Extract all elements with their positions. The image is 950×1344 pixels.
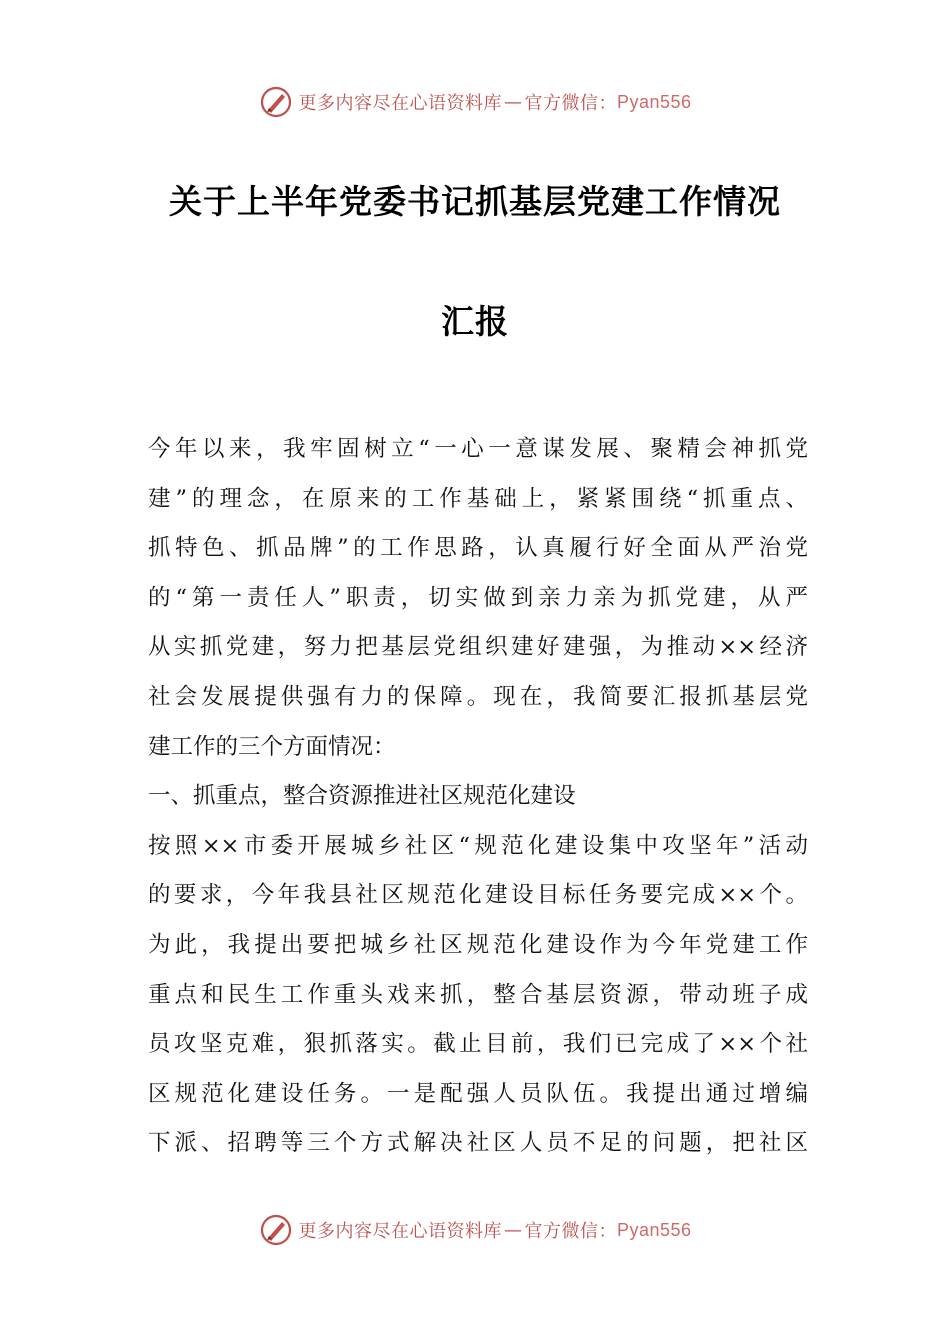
document-title-line-2: 汇报 bbox=[441, 302, 509, 341]
banner-wechat-label: 官方微信： bbox=[524, 93, 617, 114]
banner-separator: — bbox=[503, 1219, 523, 1241]
body-line: 区规范化建设任务。一是配强人员队伍。我提出通过增编 bbox=[148, 1080, 808, 1107]
body-line: 重点和民生工作重头戏来抓，整合基层资源，带动班子成 bbox=[148, 981, 808, 1008]
body-line: 从实抓党建，努力把基层党组织建好建强，为推动××经济 bbox=[148, 634, 808, 661]
body-line: 今年以来，我牢固树立“一心一意谋发展、聚精会神抓党 bbox=[148, 436, 808, 462]
banner-text: 更多内容尽在心语资料库 bbox=[298, 1221, 502, 1242]
body-line: 为此，我提出要把城乡社区规范化建设作为今年党建工作 bbox=[148, 931, 808, 958]
body-line: 下派、招聘等三个方式解决社区人员不足的问题，把社区 bbox=[148, 1130, 808, 1157]
body-line: 抓特色、抓品牌”的工作思路，认真履行好全面从严治党 bbox=[148, 535, 808, 562]
pen-logo-icon bbox=[258, 84, 294, 120]
body-line: 的“第一责任人”职责，切实做到亲力亲为抓党建，从严 bbox=[148, 584, 808, 611]
section-heading: 一、抓重点，整合资源推进社区规范化建设 bbox=[148, 783, 576, 810]
document-body bbox=[148, 425, 808, 1169]
body-line: 按照××市委开展城乡社区“规范化建设集中攻坚年”活动 bbox=[148, 832, 808, 859]
banner-wechat-id: Pyan556 bbox=[616, 91, 692, 112]
banner-wechat-label: 官方微信： bbox=[524, 1221, 617, 1242]
body-line: 的要求，今年我县社区规范化建设目标任务要完成××个。 bbox=[148, 882, 808, 909]
banner-separator: — bbox=[503, 91, 523, 113]
document-title-line-1: 关于上半年党委书记抓基层党建工作情况 bbox=[169, 182, 781, 221]
body-line: 建”的理念，在原来的工作基础上，紧紧围绕“抓重点、 bbox=[148, 485, 808, 512]
banner-wechat-id: Pyan556 bbox=[616, 1219, 692, 1240]
header-banner bbox=[0, 82, 950, 122]
pen-logo-icon bbox=[258, 1212, 294, 1248]
body-line: 建工作的三个方面情况： bbox=[148, 733, 396, 760]
body-line: 社会发展提供强有力的保障。现在，我简要汇报抓基层党 bbox=[148, 683, 808, 710]
body-line: 员攻坚克难，狠抓落实。截止目前，我们已完成了××个社 bbox=[148, 1031, 808, 1058]
footer-banner bbox=[0, 1210, 950, 1250]
banner-text: 更多内容尽在心语资料库 bbox=[298, 93, 502, 114]
